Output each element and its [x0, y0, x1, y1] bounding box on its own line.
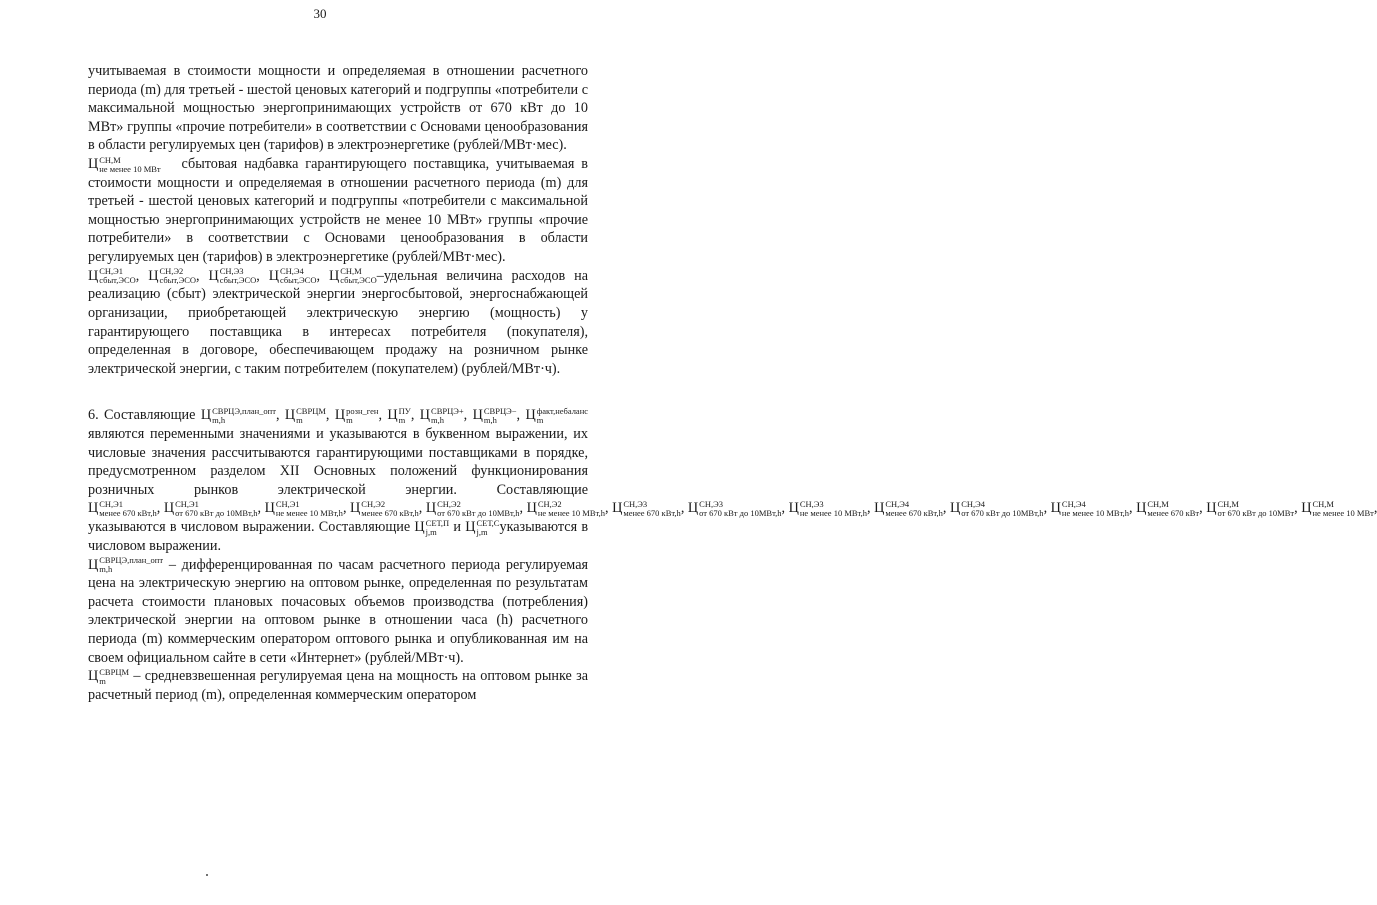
formula-symbol-grid [88, 499, 1377, 519]
formula-symbol: Ц СН,Э4 менее 670 кВт,h , [874, 499, 950, 519]
formula-symbol: Ц СН,Э1 не менее 10 МВт,h , [264, 499, 351, 519]
formula-symbol: Ц СН,Э1 менее 670 кВт,h , [88, 499, 164, 519]
formula-symbol: Ц розн_ген m , [334, 406, 388, 426]
paragraph-4-label: Составляющие [496, 481, 589, 498]
formula-symbol [465, 519, 499, 535]
formula-symbol-group [88, 268, 377, 284]
formula-symbol: Ц ПУ m , [387, 406, 420, 426]
paragraph-3-text: –удельная величина расходов на реализацию (сбыт) электрической энергии энергосбытовой, энергоснабжающей организации, приобретающей электрическую энергию (мощность) у гарантирующего поставщика в интересах потребителя (покупателя), определенная в договоре, обеспечивающем продажу на розничном рынке электрической энергии, с таким потребителем (покупателем) (рублей/МВт·ч). [88, 267, 589, 377]
formula-symbol: Ц СВРЦЭ− m,h , [472, 406, 526, 426]
paragraph-6-text: – дифференцированная по часам расчетного периода регулируемая цена на электрическую энергию на оптовом рынке, определенная по результатам расчета стоимости плановых почасовых объемов производства (потребления) электрической энергии на оптовом рынке в отношении часа (h) расчетного периода (m) коммерческим оператором оптового рынка и опубликованная им на своем официальном сайте в сети «Интернет» (рублей/МВт·ч). [88, 556, 589, 666]
formula-symbol: Ц СН,М не менее 10 МВт [1301, 499, 1374, 519]
paragraph-1: учитываемая в стоимости мощности и определяемая в отношении расчетного периода (m) для третьей - шестой ценовых категорий и подгруппы «потребители с максимальной мощностью энергопринимающих устройств от 670 кВт до 10 МВт» группы «прочие потребители» в соответствии с Основами ценообразования в области регулируемых цен (тарифов) в электроэнергетике (рублей/МВт·мес). [88, 63, 588, 154]
paragraph-2-text: сбытовая надбавка гарантирующего поставщика, учитываемая в стоимости мощности и определяемая в отношении расчетного периода (m) для третьей - шестой ценовых категорий и подгруппы «потребители с максимальной мощностью энергопринимающих устройств не менее 10 МВт» группы «прочие потребители» в соответствии с Основами ценообразования в области регулируемых цен (тарифов) в электроэнергетике (рублей/МВт·мес). [88, 155, 588, 266]
paragraph-3 [88, 267, 588, 379]
paragraph-6 [88, 556, 588, 668]
formula-symbol: Ц факт,небаланс m [525, 406, 589, 426]
formula-symbol: Ц СВРЦМ m [88, 666, 130, 686]
formula-symbol: Ц СН,Э4 сбыт,ЭСО , [268, 266, 329, 286]
formula-symbol: Ц СН,М от 670 кВт до 10МВт , [1206, 499, 1302, 519]
formula-symbol: Ц СН,Э4 не менее 10 МВт,h , [1050, 499, 1137, 519]
paragraph-2 [88, 155, 588, 267]
formula-symbol [414, 519, 449, 535]
formula-symbol: Ц СН,Э3 менее 670 кВт,h , [612, 499, 688, 519]
formula-symbol: Ц СН,Э2 менее 670 кВт,h , [350, 499, 426, 519]
formula-symbol: Ц СН,Э3 не менее 10 МВт,h , [788, 499, 875, 519]
formula-symbol: Ц СЕТ,П j,m [414, 517, 450, 537]
formula-symbol: Ц СВРЦМ m , [284, 406, 335, 426]
formula-symbol: Ц СН,Э2 сбыт,ЭСО , [148, 266, 209, 286]
formula-symbol: Ц СВРЦЭ,план_опт m,h [88, 555, 164, 575]
formula-symbol [88, 668, 129, 684]
formula-symbol: Ц СН,М сбыт,ЭСО [328, 266, 377, 286]
formula-symbol: Ц СН,Э2 от 670 кВт до 10МВт,h , [425, 499, 527, 519]
formula-symbol: Ц СН,Э3 от 670 кВт до 10МВт,h , [687, 499, 789, 519]
paragraph-4 [88, 406, 1374, 555]
formula-symbol: Ц СН,Э1 от 670 кВт до 10МВт,h , [163, 499, 265, 519]
formula-symbol [88, 557, 163, 573]
paragraph-7-text: – средневзвешенная регулируемая цена на мощность на оптовом рынке за расчетный период (m), определенная коммерческим оператором [88, 668, 588, 703]
formula-symbol: Ц СВРЦЭ+ m,h , [419, 406, 473, 426]
document-body [88, 62, 1374, 705]
scan-dot [206, 874, 208, 876]
formula-symbol: Ц СН,М менее 670 кВт , [1136, 499, 1207, 519]
paragraph-5-text-a: указываются в числовом выражении. Составляющие [88, 519, 411, 536]
formula-symbol-group [200, 406, 589, 426]
formula-symbol: Ц СВРЦЭ,план_опт m,h , [200, 406, 285, 426]
formula-symbol: Ц СН,Э2 не менее 10 МВт,h , [526, 499, 613, 519]
formula-symbol: Ц СН,Э4 от 670 кВт до 10МВт,h , [949, 499, 1051, 519]
paragraph-4-text: являются переменными значениями и указываются в буквенном выражении, их числовые значения рассчитываются гарантирующими поставщиками в порядке, предусмотренном разделом XII Основных положений функционирования розничных рынков электрической энергии. [88, 426, 588, 498]
formula-symbol: Ц СН,Э3 сбыт,ЭСО , [208, 266, 269, 286]
formula-symbol: Ц СН,М не менее 10 МВт [88, 154, 161, 174]
paragraph-5-text-b: указываются в числовом выражении. [88, 519, 589, 554]
formula-symbol: Ц СН,Э1 сбыт,ЭСО , [88, 266, 149, 286]
paragraph-7 [88, 667, 588, 704]
paragraph-5-and: и [453, 519, 461, 536]
formula-symbol: Ц СЕТ,С j,m [465, 517, 500, 537]
page-number: 30 [313, 6, 327, 21]
paragraph-4-intro: 6. Составляющие [88, 407, 196, 424]
